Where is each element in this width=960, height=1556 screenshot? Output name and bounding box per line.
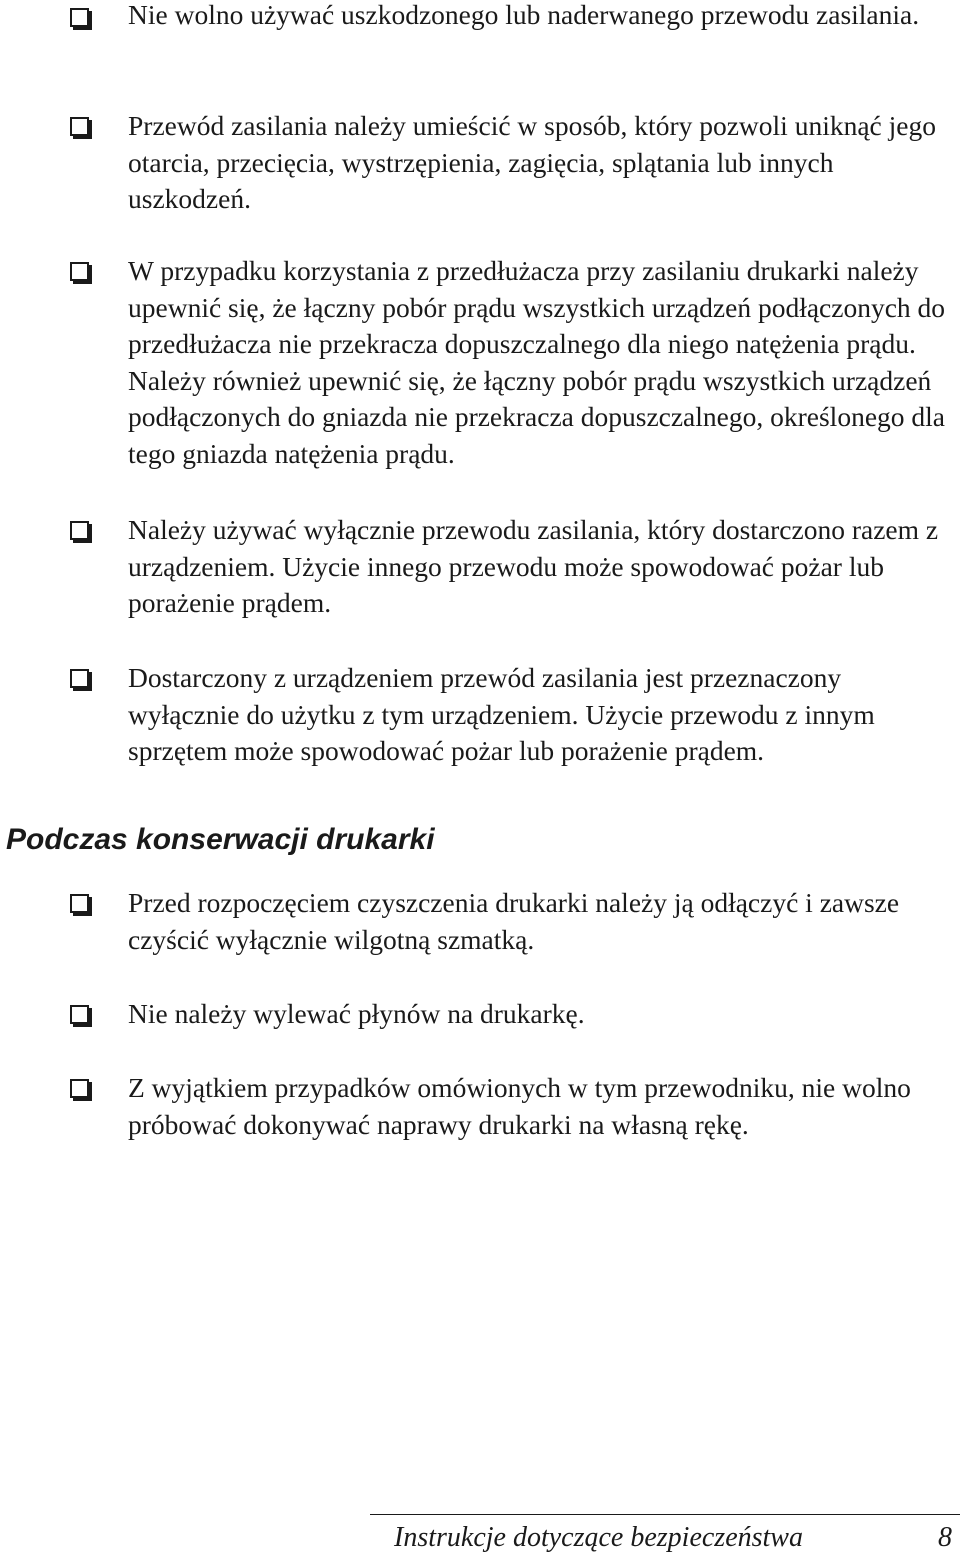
section-heading: Podczas konserwacji drukarki [6,823,435,856]
footer-title: Instrukcje dotyczące bezpieczeństwa [394,1522,803,1553]
checkbox-bullet-icon [70,117,89,136]
list-item-text: Nie należy wylewać płynów na drukarkę. [128,998,585,1029]
checkbox-bullet-icon [70,8,89,27]
list-item-text: Należy używać wyłącznie przewodu zasilania, który dostarczono razem z urządzeniem. Użycie innego przewodu może spowodować pożar lub porażenie prądem. [128,514,939,618]
list-item-text: Nie wolno używać uszkodzonego lub naderwanego przewodu zasilania. [128,0,920,30]
list-item-text: Przed rozpoczęciem czyszczenia drukarki należy ją odłączyć i zawsze czyścić wyłącznie wilgotną szmatką. [128,887,900,955]
checkbox-bullet-icon [70,262,89,281]
list-item-text: W przypadku korzystania z przedłużacza przy zasilaniu drukarki należy upewnić się, że łączny pobór prądu wszystkich urządzeń podłączonych do przedłużacza nie przekracza dopuszczalnego dla niego natężenia prądu. Należy również upewnić się, że łączny pobór prądu wszystkich urządzeń podłączonych do gniazda nie przekracza dopuszczalnego, określonego dla tego gniazda natężenia prądu. [128,255,946,469]
list-item-text: Przewód zasilania należy umieścić w sposób, który pozwoli uniknąć jego otarcia, przecięcia, wystrzępienia, zagięcia, splątania lub innych uszkodzeń. [128,110,936,214]
page-number: 8 [938,1522,952,1553]
list-item-text: Z wyjątkiem przypadków omówionych w tym przewodniku, nie wolno próbować dokonywać naprawy drukarki na własną rękę. [128,1072,911,1140]
footer-divider [370,1514,960,1515]
checkbox-bullet-icon [70,521,89,540]
checkbox-bullet-icon [70,1079,89,1098]
checkbox-bullet-icon [70,1005,89,1024]
checkbox-bullet-icon [70,894,89,913]
checkbox-bullet-icon [70,669,89,688]
list-item-text: Dostarczony z urządzeniem przewód zasilania jest przeznaczony wyłącznie do użytku z tym urządzeniem. Użycie przewodu z innym sprzętem może spowodować pożar lub porażenie prądem. [128,662,875,766]
